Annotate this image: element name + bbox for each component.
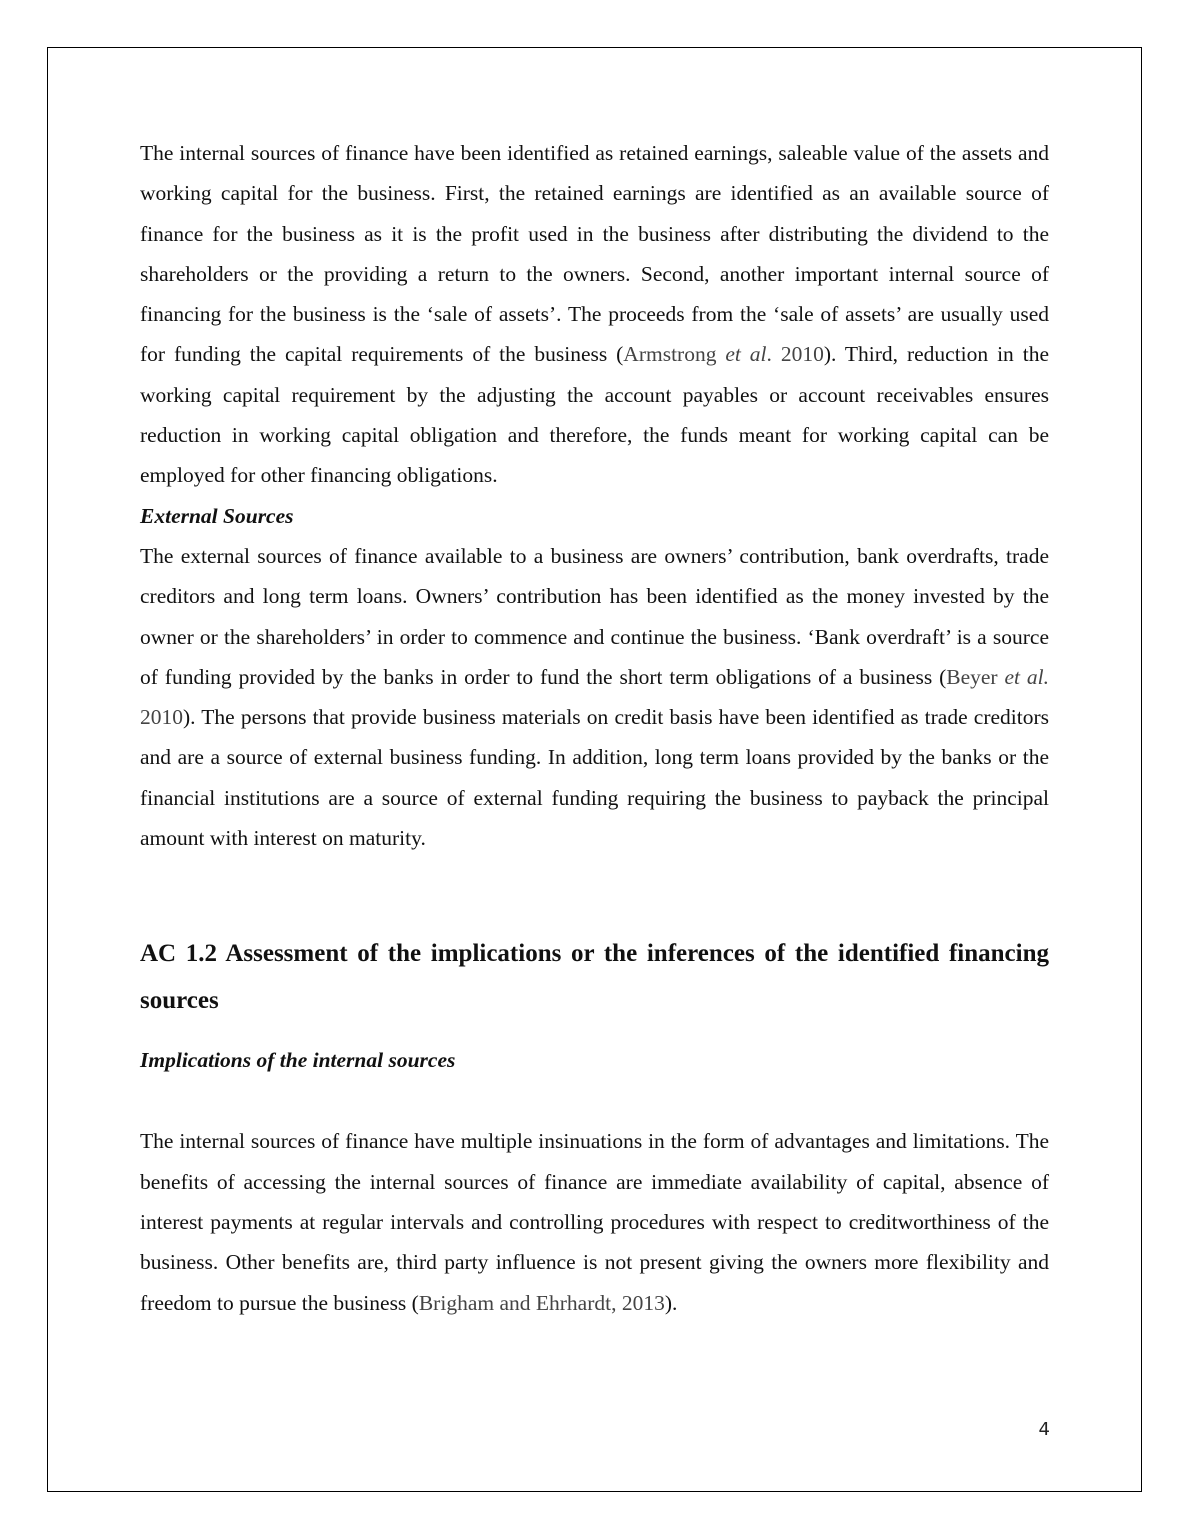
section-heading-ac-1-2: AC 1.2 Assessment of the implications or the inferences of the identified financing sources <box>140 940 1049 1015</box>
citation-brigham: Brigham and Ehrhardt, 2013 <box>418 1290 665 1315</box>
paragraph-implications: The internal sources of finance have multiple insinuations in the form of advantages and limitations. The benefits of accessing the internal sources of finance are immediate availability of capital, absence of interest payments at regular intervals and controlling procedures with respect to creditworthiness of the business. Other benefits are, third party influence is not present giving the owners more flexibility and freedom to pursue the business (Brigham and Ehrhardt, 2013). <box>140 1129 1049 1315</box>
citation-armstrong: Armstrong et al. 2010 <box>623 342 824 367</box>
external-sources-heading: External Sources <box>140 503 294 528</box>
paragraph-internal-sources: The internal sources of finance have been identified as retained earnings, saleable value of the assets and working capital for the business. First, the retained earnings are identified as an available source of finance for the business as it is the profit used in the business after distributing the dividend to the shareholders or the providing a return to the owners. Second, another important internal source of financing for the business is the ‘sale of assets’. The proceeds from the ‘sale of assets’ are usually used for funding the capital requirements of the business (Armstrong et al. 2010). Third, reduction in the working capital requirement by the adjusting the account payables or account receivables ensures reduction in working capital obligation and therefore, the funds meant for working capital can be employed for other financing obligations. <box>140 141 1049 488</box>
paragraph-external-sources: The external sources of finance available to a business are owners’ contribution, bank overdrafts, trade creditors and long term loans. Owners’ contribution has been identified as the money invested by the owner or the shareholders’ in order to commence and continue the business. ‘Bank overdraft’ is a source of funding provided by the banks in order to fund the short term obligations of a business (Beyer et al. 2010). The persons that provide business materials on credit basis have been identified as trade creditors and are a source of external business funding. In addition, long term loans provided by the banks or the financial institutions are a source of external funding requiring the business to payback the principal amount with interest on maturity. <box>140 543 1049 851</box>
page-number: 4 <box>1038 1419 1050 1440</box>
implications-heading: Implications of the internal sources <box>140 1048 456 1073</box>
document-body <box>140 133 1049 1323</box>
citation-beyer: Beyer et al. 2010 <box>140 664 1049 730</box>
